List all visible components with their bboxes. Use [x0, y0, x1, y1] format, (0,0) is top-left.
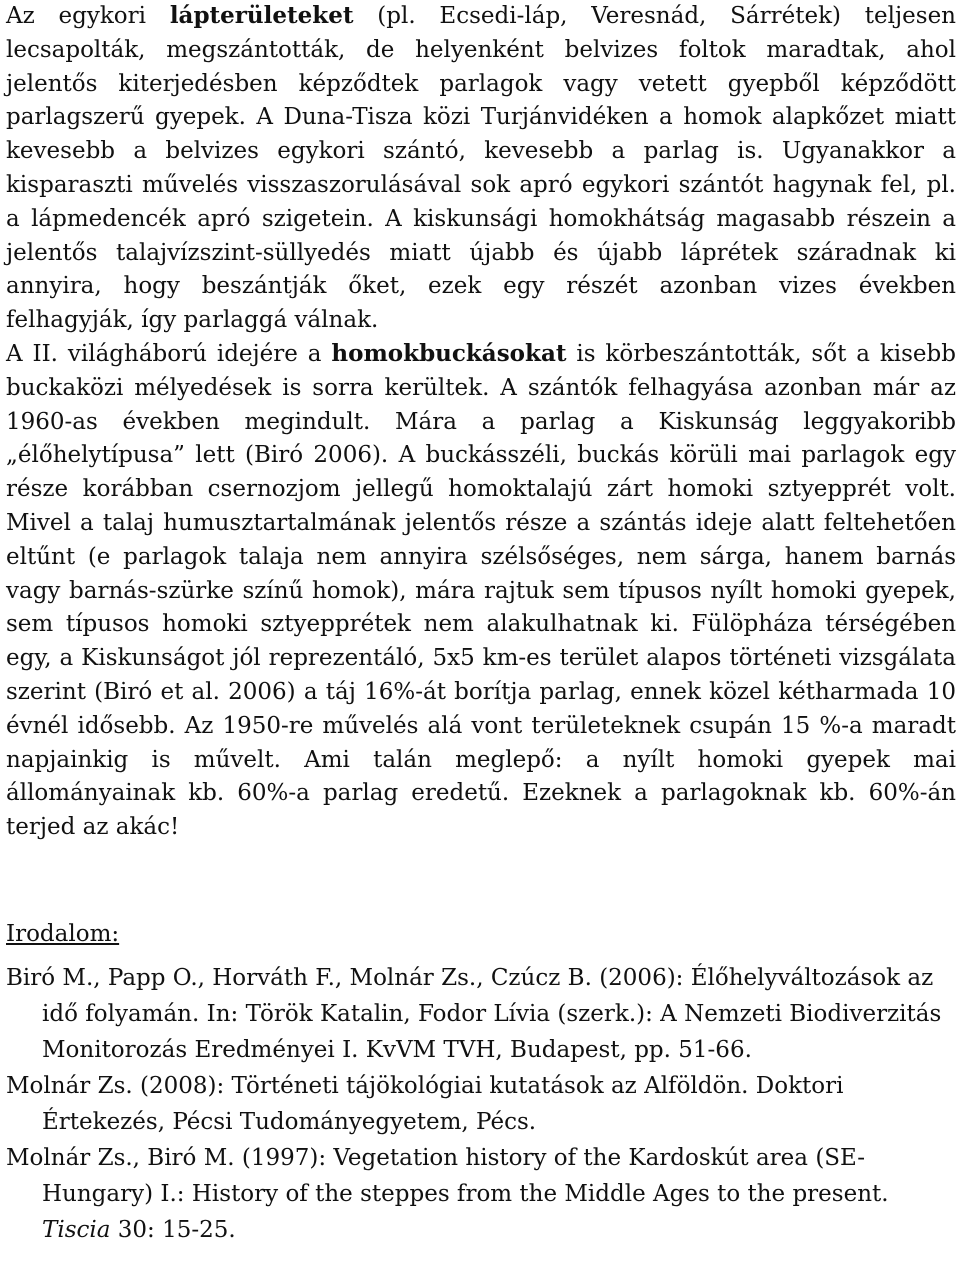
sentence-2: A Duna-Tisza közi Turjánvidéken a homok alapkőzet miatt kevesebb a belvizes egykori szántó, kevesebb a parlag is. [6, 104, 956, 165]
reference-item: Molnár Zs. (2008): Történeti tájökológiai kutatások az Alföldön. Doktori Értekezés, Pécsi Tudományegyetem, Pécs. [6, 1073, 844, 1135]
reference-item [6, 1140, 956, 1248]
document-page [6, 0, 957, 1243]
sentence-8: A buckásszéli, buckás körüli mai parlagok egy része korábban csernozjom jellegű homoktalajú zárt homoki sztyepprét volt. [6, 442, 956, 503]
sentence-3: Ugyanakkor a kisparaszti művelés visszaszorulásával sok apró egykori szántót hagynak fel, pl. a lápmedencék apró szigetein. [6, 138, 957, 232]
sentence-5-start: A II. világháború idejére a [6, 340, 332, 367]
sentence-1-start: Az egykori [6, 3, 170, 29]
sentence-9: Mivel a talaj humusztartalmának jelentős része a szántás ideje alatt feltehetően eltűnt (e parlagok talaja nem annyira szélsőséges, nem sárga, hanem barnás vagy barnás-szürke színű homok), mára rajtuk sem típusos nyílt homoki gyepek, sem típusos homoki sztyepprétek nem alakulhatnak ki. [6, 509, 956, 638]
bold-term-homokbuckasokat: homokbuckásokat [331, 339, 567, 367]
sentence-13: Ezeknek a parlagoknak kb. 60%-án terjed az akác! [6, 780, 956, 841]
sentence-6: A szántók felhagyása azonban már az 1960-as években megindult. [6, 374, 956, 435]
sentence-7: Mára a parlag a Kiskunság leggyakoribb „élőhelytípusa” lett (Biró 2006). [6, 408, 956, 469]
reference-item: Biró M., Papp O., Horváth F., Molnár Zs., Czúcz B. (2006): Élőhelyváltozások az idő folyamán. In: Török Katalin, Fodor Lívia (szerk.): A Nemzeti Biodiverzitás Monitorozás Eredményei I. KvVM TVH, Budapest, pp. 51-66. [6, 965, 942, 1063]
reference-volume-pages: 30: 15-25. [110, 1217, 236, 1243]
sentence-4: A kiskunsági homokhátság magasabb részein a jelentős talajvízszint-süllyedés miatt újabb és újabb láprétek száradnak ki annyira, hogy beszántják őket, ezek egy részét azonban vizes években felhagyják, így parlaggá válnak. [6, 205, 956, 334]
reference-text: Molnár Zs., Biró M. (1997): Vegetation history of the Kardoskút area (SE-Hungary) I.: History of the steppes from the Middle Ages to the present. [6, 1145, 889, 1207]
body-paragraph-1 [6, 0, 956, 338]
references-section [6, 917, 956, 1248]
sentence-5-end: is körbeszántották, sőt a kisebb buckaközi mélyedések is sorra kerültek. [6, 340, 956, 401]
sentence-1-end: (pl. Ecsedi-láp, Veresnád, Sárrétek) teljesen lecsapolták, megszántották, de helyenként belvizes foltok maradtak, ahol jelentős kiterjedésben képződtek parlagok vagy vetett gyepből képződött parlagszerű gyepek. [6, 3, 956, 131]
sentence-12: Ami talán meglepő: a nyílt homoki gyepek mai állományainak kb. 60%-a parlag eredetű. [6, 746, 956, 807]
references-heading: Irodalom: [6, 921, 120, 947]
sentence-11: Az 1950-re művelés alá vont területeknek csupán 15 %-a maradt napjainkig is művelt. [6, 712, 956, 773]
body-paragraph-2 [6, 337, 956, 845]
journal-name: Tiscia [42, 1217, 111, 1243]
sentence-10: Fülöpháza térségében egy, a Kiskunságot jól reprezentáló, 5x5 km-es terület alapos történeti vizsgálata szerint (Biró et al. 2006) a táj 16%-át borítja parlag, ennek közel kétharmada 10 évnél idősebb. [6, 611, 957, 739]
bold-term-lapteruleteket: lápterületeket [169, 2, 354, 29]
